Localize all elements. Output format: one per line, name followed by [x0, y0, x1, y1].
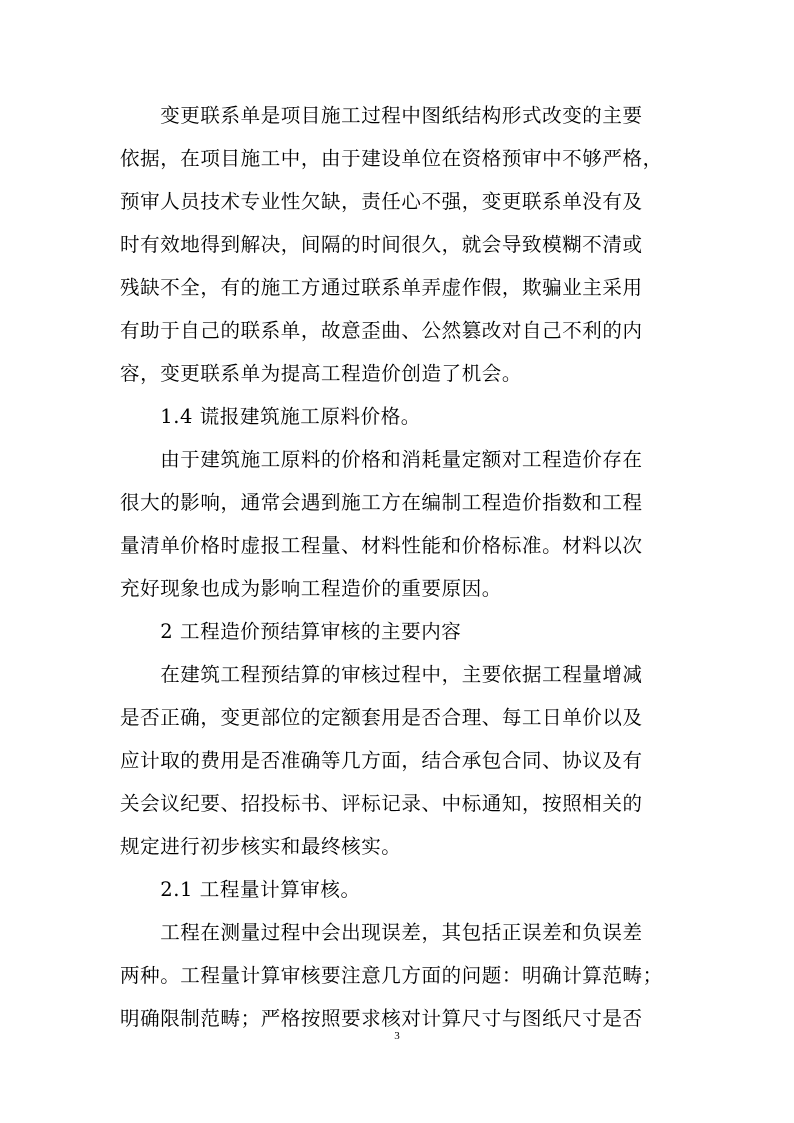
text-line: 容，变更联系单为提高工程造价创造了机会。 [120, 362, 523, 385]
text-line: 很大的影响，通常会遇到施工方在编制工程造价指数和工程 [120, 491, 643, 514]
section-heading: 2.1 工程量计算审核。 [120, 878, 361, 901]
text-line: 关会议纪要、招投标书、评标记录、中标通知，按照相关的 [120, 792, 643, 815]
text-line: 应计取的费用是否准确等几方面，结合承包合同、协议及有 [120, 749, 643, 772]
text-line: 在建筑工程预结算的审核过程中，主要依据工程量增减 [120, 663, 643, 686]
text-line: 量清单价格时虚报工程量、材料性能和价格标准。材料以次 [120, 534, 643, 557]
text-line: 预审人员技术专业性欠缺，责任心不强，变更联系单没有及 [120, 190, 643, 213]
text-line: 明确限制范畴；严格按照要求核对计算尺寸与图纸尺寸是否 [120, 1007, 643, 1030]
text-line: 有助于自己的联系单，故意歪曲、公然篡改对自己不利的内 [120, 319, 643, 342]
text-line: 两种。工程量计算审核要注意几方面的问题：明确计算范畴； [120, 964, 663, 987]
text-line: 由于建筑施工原料的价格和消耗量定额对工程造价存在 [120, 448, 643, 471]
text-line: 残缺不全，有的施工方通过联系单弄虚作假，欺骗业主采用 [120, 276, 643, 299]
section-heading: 1.4 谎报建筑施工原料价格。 [120, 405, 421, 428]
text-line: 工程在测量过程中会出现误差，其包括正误差和负误差 [120, 921, 643, 944]
text-line: 依据，在项目施工中，由于建设单位在资格预审中不够严格， [120, 147, 663, 170]
page-number: 3 [394, 1030, 400, 1042]
text-line: 是否正确，变更部位的定额套用是否合理、每工日单价以及 [120, 706, 643, 729]
text-line: 充好现象也成为影响工程造价的重要原因。 [120, 577, 502, 600]
section-heading: 2 工程造价预结算审核的主要内容 [120, 620, 462, 643]
text-line: 时有效地得到解决，间隔的时间很久，就会导致模糊不清或 [120, 233, 643, 256]
text-line: 变更联系单是项目施工过程中图纸结构形式改变的主要 [120, 104, 643, 127]
text-line: 规定进行初步核实和最终核实。 [120, 835, 402, 858]
